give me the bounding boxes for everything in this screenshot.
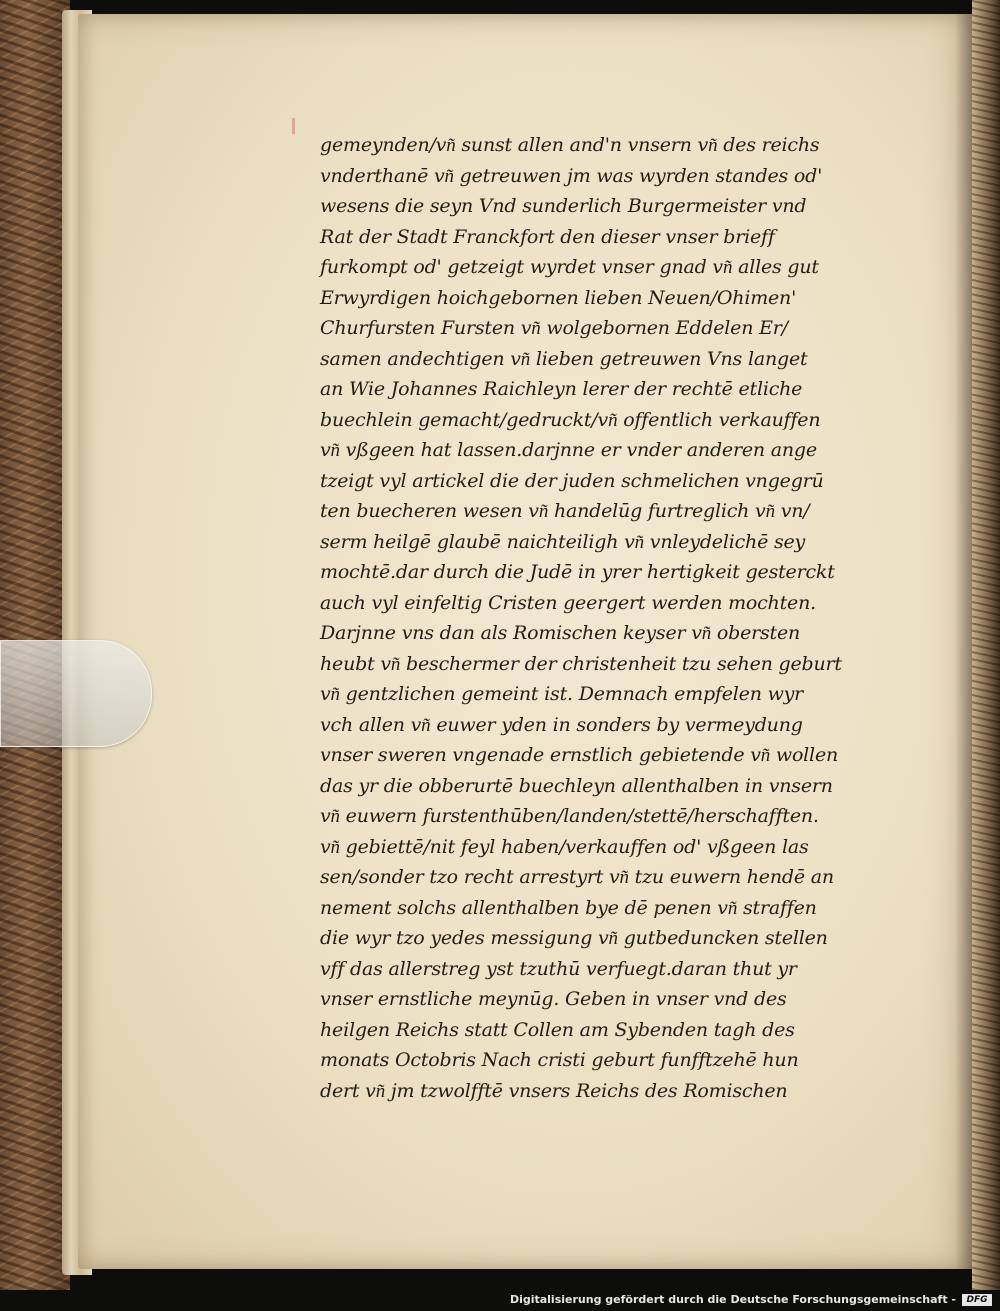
text-line: vnser ernstliche meynūg. Geben in vnser vnd des	[320, 988, 787, 1010]
text-line: wesens die seyn Vnd sunderlich Burgermeister vnd	[320, 195, 807, 217]
text-line: tzeigt vyl artickel die der juden schmelichen vngegrū	[320, 469, 824, 492]
text-line: vff das allerstreg yst tzuthū verfuegt.daran thut yr	[320, 957, 797, 980]
dfg-logo: DFG	[962, 1294, 992, 1306]
text-line: nement solchs allenthalben bye dē penen vn͂ straffen	[320, 896, 817, 919]
text-line: buechlein gemacht/gedruckt/vn͂ offentlich verkauffen	[320, 408, 821, 431]
binding-cover-right	[972, 0, 1000, 1290]
footer-bar	[0, 1290, 1000, 1311]
text-line: Churfursten Fursten vn͂ wolgebornen Eddelen Er/	[320, 317, 788, 339]
text-line: vn͂ gentzlichen gemeint ist. Demnach empfelen wyr	[320, 683, 804, 705]
text-line: Rat der Stadt Franckfort den dieser vnser brieff	[320, 225, 775, 248]
text-line: vn͂ gebiettē/nit feyl haben/verkauffen od' vßgeen las	[320, 835, 809, 858]
text-line: das yr die obberurtē buechleyn allenthalben in vnsern	[320, 774, 833, 797]
text-line: vnderthanē vn͂ getreuwen jm was wyrden standes od'	[320, 164, 823, 187]
text-line: monats Octobris Nach cristi geburt funfftzehē hun	[320, 1049, 799, 1071]
text-line: vch allen vn͂ euwer yden in sonders by vermeydung	[320, 713, 803, 736]
text-line: die wyr tzo yedes messigung vn͂ gutbeduncken stellen	[320, 927, 828, 949]
text-line: heubt vn͂ beschermer der christenheit tzu sehen geburt	[320, 652, 842, 675]
red-ink-mark	[292, 118, 295, 134]
text-line: gemeynden/vn͂ sunst allen and'n vnsern vn͂ des reichs	[320, 134, 820, 156]
text-line: furkompt od' getzeigt wyrdet vnser gnad vn͂ alles gut	[320, 256, 819, 278]
text-line: vnser sweren vngenade ernstlich gebietende vn͂ wollen	[320, 744, 839, 766]
text-line: auch vyl einfeltig Cristen geergert werden mochten.	[320, 591, 816, 614]
funding-credit: Digitalisierung gefördert durch die Deutsche Forschungsgemeinschaft -	[509, 1293, 956, 1306]
text-line: vn͂ vßgeen hat lassen.darjnne er vnder anderen ange	[320, 439, 817, 461]
text-line: serm heilgē glaubē naichteiligh vn͂ vnleydelichē sey	[320, 530, 806, 553]
text-line: ten buecheren wesen vn͂ handelūg furtreglich vn͂ vn/	[320, 500, 810, 522]
text-line: dert vn͂ jm tzwolfftē vnsers Reichs des Romischen	[320, 1079, 788, 1102]
text-line: mochtē.dar durch die Judē in yrer hertigkeit gesterckt	[320, 561, 835, 583]
page-holder-clip	[0, 640, 152, 747]
text-line: samen andechtigen vn͂ lieben getreuwen Vns langet	[320, 347, 808, 370]
text-line: vn͂ euwern furstenthūben/landen/stettē/herschafften.	[320, 805, 819, 827]
text-line: an Wie Johannes Raichleyn lerer der rechtē etliche	[320, 378, 803, 400]
text-line: Erwyrdigen hoichgebornen lieben Neuen/Ohimen'	[320, 286, 797, 309]
text-line: heilgen Reichs statt Collen am Sybenden tagh des	[320, 1018, 795, 1041]
text-line: Darjnne vns dan als Romischen keyser vn͂ obersten	[320, 622, 801, 644]
text-line: sen/sonder tzo recht arrestyrt vn͂ tzu euwern hendē an	[320, 866, 834, 888]
blackletter-text-block	[320, 130, 880, 1106]
